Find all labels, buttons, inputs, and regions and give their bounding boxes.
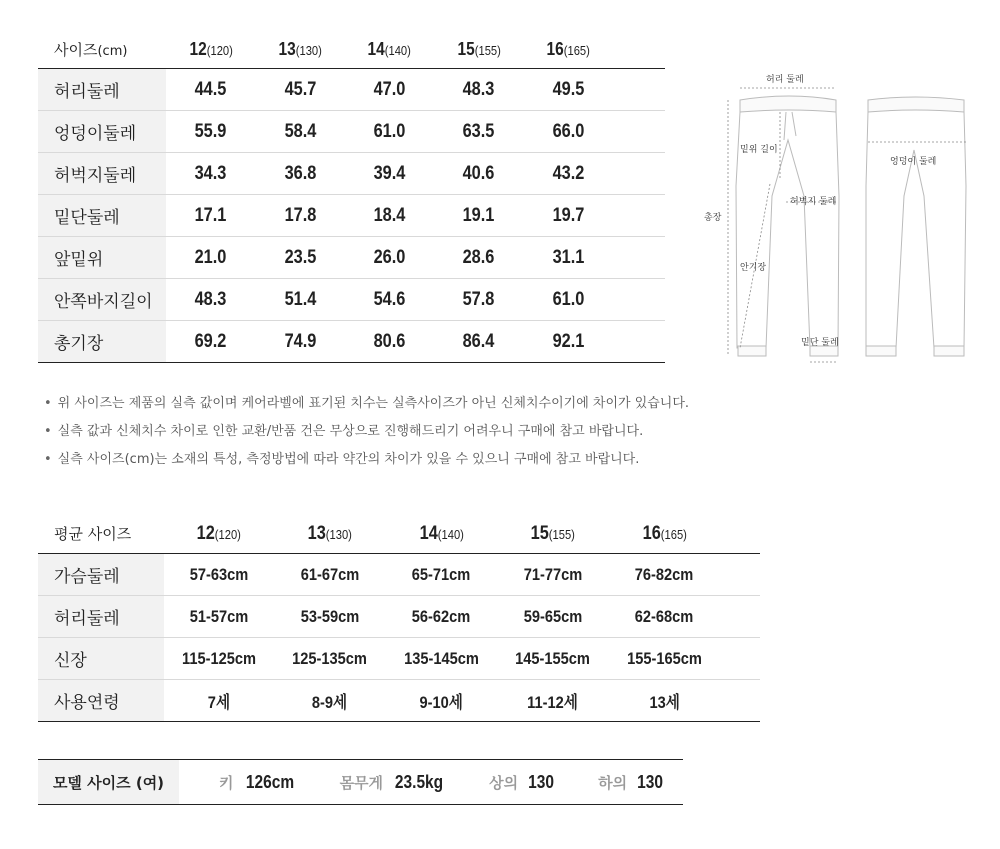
table-cell [166, 69, 255, 111]
row-label: 앞밑위 [38, 237, 166, 279]
diagram-label-hem: 밑단 둘레 [801, 338, 839, 348]
cell-value: 44.5 [194, 79, 227, 100]
cell-value: 34.3 [194, 163, 227, 184]
cell-value: 19.1 [462, 205, 495, 226]
cell-value: 47.0 [373, 79, 406, 100]
avg-col-14 [386, 513, 497, 554]
diagram-label-waist: 허리 둘레 [766, 75, 804, 85]
table-cell [434, 69, 523, 111]
cell-value: 65-71cm [412, 564, 471, 584]
model-bottom-value: 130 [637, 771, 664, 792]
cell-value: 57.8 [462, 289, 495, 310]
avg-col-height: (140) [437, 526, 464, 542]
table-row [38, 279, 665, 321]
cell-value: 86.4 [462, 331, 495, 352]
size-header-unit: (cm) [97, 43, 128, 59]
table-cell [720, 596, 760, 638]
cell-value: 66.0 [552, 121, 585, 142]
cell-value: 43.2 [552, 163, 585, 184]
pants-outline-svg [700, 66, 980, 366]
size-col-num: 15 [457, 38, 475, 59]
cell-value: 21.0 [194, 247, 227, 268]
avg-table-header [38, 513, 760, 554]
size-table [38, 30, 665, 363]
cell-value: 11-12세 [527, 693, 579, 712]
table-cell [164, 638, 274, 680]
cell-value: 13세 [649, 693, 680, 712]
avg-col-height: (130) [325, 526, 353, 542]
avg-col-12 [164, 513, 274, 554]
model-weight-value: 23.5kg [394, 771, 444, 792]
table-cell [386, 554, 497, 596]
note-item: • 위 사이즈는 제품의 실측 값이며 케어라벨에 표기된 치수는 실측사이즈가 아닌 신체치수이기에 차이가 있습니다. [44, 392, 689, 420]
table-cell [166, 237, 255, 279]
size-col-16 [524, 30, 613, 69]
row-label: 허리둘레 [38, 596, 164, 638]
table-cell [345, 111, 434, 153]
avg-col-num: 14 [419, 522, 438, 544]
size-col-height: (140) [385, 42, 412, 58]
avg-col-num: 15 [530, 522, 549, 544]
table-cell [166, 321, 255, 363]
table-row [38, 596, 760, 638]
model-top-key: 상의 [489, 773, 519, 792]
size-col-num: 12 [189, 38, 207, 59]
cell-value: 56-62cm [412, 606, 471, 626]
size-col-num: 16 [546, 38, 564, 59]
cell-value: 62-68cm [634, 606, 694, 626]
model-height-key: 키 [219, 773, 234, 792]
cell-value: 63.5 [462, 121, 495, 142]
measure-lines [728, 88, 966, 362]
table-cell [434, 195, 523, 237]
cell-value: 58.4 [284, 121, 316, 142]
table-cell [613, 111, 665, 153]
avg-col-spacer [720, 513, 760, 554]
cell-value: 36.8 [284, 163, 316, 184]
cell-value: 49.5 [552, 79, 585, 100]
table-cell [720, 554, 760, 596]
table-cell [345, 153, 434, 195]
table-cell [255, 237, 344, 279]
table-cell [386, 680, 497, 722]
size-col-num: 13 [278, 38, 296, 59]
cell-value: 145-155cm [515, 648, 591, 668]
cell-value: 26.0 [373, 247, 406, 268]
row-label: 총기장 [38, 321, 166, 363]
table-cell [524, 69, 613, 111]
model-height-value: 126cm [245, 771, 294, 792]
table-cell [255, 321, 344, 363]
cell-value: 23.5 [284, 247, 316, 268]
cell-value: 76-82cm [634, 564, 694, 584]
model-size-label: 모델 사이즈 (여) [38, 760, 179, 804]
size-header-label [38, 30, 166, 69]
table-cell [613, 237, 665, 279]
cell-value: 19.7 [552, 205, 585, 226]
size-col-12 [166, 30, 255, 69]
table-cell [613, 153, 665, 195]
table-row [38, 638, 760, 680]
table-cell [434, 111, 523, 153]
table-cell [434, 237, 523, 279]
table-cell [255, 69, 344, 111]
row-label: 밑단둘레 [38, 195, 166, 237]
table-cell [524, 111, 613, 153]
table-cell [255, 195, 344, 237]
table-cell [274, 554, 385, 596]
table-cell [274, 680, 385, 722]
table-row [38, 153, 665, 195]
avg-col-height: (120) [215, 526, 242, 542]
avg-col-height: (165) [660, 526, 687, 542]
note-item: • 실측 사이즈(cm)는 소재의 특성, 측정방법에 따라 약간의 차이가 있을 수 있으니 구매에 참고 바랍니다. [44, 448, 689, 476]
diagram-label-thigh: 허벅지 둘레 [790, 197, 837, 207]
cell-value: 55.9 [194, 121, 227, 142]
pants-measurement-diagram [700, 66, 980, 366]
cell-value: 48.3 [462, 79, 495, 100]
size-col-height: (130) [295, 42, 322, 58]
table-cell [524, 195, 613, 237]
table-cell [386, 596, 497, 638]
avg-header-label: 평균 사이즈 [38, 513, 164, 554]
cell-value: 17.1 [194, 205, 227, 226]
table-cell [609, 554, 720, 596]
cell-value: 31.1 [552, 247, 585, 268]
cell-value: 61.0 [373, 121, 406, 142]
table-cell [255, 111, 344, 153]
table-cell [720, 680, 760, 722]
table-row [38, 680, 760, 722]
table-cell [609, 638, 720, 680]
row-label: 안쪽바지길이 [38, 279, 166, 321]
cell-value: 48.3 [194, 289, 227, 310]
table-cell [497, 554, 608, 596]
size-col-height: (165) [563, 42, 590, 58]
model-top-value: 130 [528, 771, 555, 792]
cell-value: 54.6 [373, 289, 406, 310]
cell-value: 74.9 [284, 331, 316, 352]
table-cell [497, 638, 608, 680]
table-cell [524, 237, 613, 279]
row-label: 신장 [38, 638, 164, 680]
model-size-bar [38, 759, 683, 805]
cell-value: 59-65cm [523, 606, 583, 626]
model-weight-key: 몸무게 [339, 773, 384, 792]
diagram-label-total-length: 총장 [704, 213, 722, 223]
table-row [38, 321, 665, 363]
table-cell [166, 279, 255, 321]
cell-value: 69.2 [194, 331, 227, 352]
cell-value: 17.8 [284, 205, 316, 226]
table-row [38, 111, 665, 153]
size-table-header [38, 30, 665, 69]
diagram-label-rise: 밑위 길이 [740, 145, 778, 155]
cell-value: 61-67cm [300, 564, 360, 584]
cell-value: 45.7 [284, 79, 316, 100]
cell-value: 125-135cm [292, 648, 368, 668]
size-col-height: (120) [206, 42, 233, 58]
notes-list [44, 392, 689, 476]
row-label: 허리둘레 [38, 69, 166, 111]
cell-value: 61.0 [552, 289, 585, 310]
table-cell [274, 638, 385, 680]
cell-value: 53-59cm [300, 606, 360, 626]
table-row [38, 554, 760, 596]
table-cell [255, 279, 344, 321]
cell-value: 7세 [207, 693, 231, 712]
size-col-15 [434, 30, 523, 69]
size-col-num: 14 [367, 38, 386, 59]
row-label: 허벅지둘레 [38, 153, 166, 195]
table-cell [164, 680, 274, 722]
table-cell [434, 153, 523, 195]
row-label: 가슴둘레 [38, 554, 164, 596]
table-cell [613, 279, 665, 321]
table-cell [524, 279, 613, 321]
table-row [38, 237, 665, 279]
table-cell [164, 554, 274, 596]
table-cell [609, 680, 720, 722]
avg-col-num: 13 [307, 522, 326, 544]
table-cell [345, 279, 434, 321]
cell-value: 51.4 [284, 289, 316, 310]
table-cell [166, 195, 255, 237]
table-cell [164, 596, 274, 638]
table-cell [434, 279, 523, 321]
cell-value: 57-63cm [189, 564, 249, 584]
cell-value: 135-145cm [403, 648, 479, 668]
cell-value: 8-9세 [312, 693, 348, 712]
cell-value: 28.6 [462, 247, 495, 268]
note-item: • 실측 값과 신체치수 차이로 인한 교환/반품 건은 무상으로 진행해드리기 어려우니 구매에 참고 바랍니다. [44, 420, 689, 448]
table-cell [345, 237, 434, 279]
table-cell [345, 321, 434, 363]
table-cell [166, 153, 255, 195]
size-header-text: 사이즈 [54, 40, 98, 59]
table-cell [524, 321, 613, 363]
cell-value: 9-10세 [419, 693, 464, 712]
table-cell [720, 638, 760, 680]
size-col-13 [255, 30, 344, 69]
cell-value: 71-77cm [523, 564, 583, 584]
table-cell [434, 321, 523, 363]
avg-col-15 [497, 513, 608, 554]
table-cell [274, 596, 385, 638]
table-row [38, 195, 665, 237]
front-pants-icon [736, 96, 839, 356]
size-col-spacer [613, 30, 665, 69]
table-cell [524, 153, 613, 195]
avg-col-13 [274, 513, 385, 554]
diagram-label-hip: 엉덩이 둘레 [890, 157, 937, 167]
cell-value: 92.1 [552, 331, 585, 352]
table-cell [255, 153, 344, 195]
table-cell [345, 195, 434, 237]
cell-value: 155-165cm [626, 648, 702, 668]
size-col-height: (155) [474, 42, 501, 58]
table-cell [386, 638, 497, 680]
table-cell [345, 69, 434, 111]
avg-col-num: 16 [642, 522, 661, 544]
cell-value: 18.4 [373, 205, 406, 226]
table-cell [497, 680, 608, 722]
table-cell [497, 596, 608, 638]
average-size-table [38, 513, 760, 722]
row-label: 엉덩이둘레 [38, 111, 166, 153]
diagram-label-inseam: 안기장 [740, 263, 767, 273]
model-bottom-key: 하의 [598, 773, 628, 792]
table-cell [166, 111, 255, 153]
cell-value: 51-57cm [189, 606, 249, 626]
avg-col-height: (155) [548, 526, 575, 542]
size-col-14 [345, 30, 434, 69]
cell-value: 115-125cm [182, 648, 257, 668]
table-cell [613, 195, 665, 237]
row-label: 사용연령 [38, 680, 164, 722]
cell-value: 80.6 [373, 331, 406, 352]
avg-col-num: 12 [196, 522, 216, 544]
cell-value: 40.6 [462, 163, 495, 184]
cell-value: 39.4 [373, 163, 406, 184]
table-cell [613, 69, 665, 111]
table-cell [613, 321, 665, 363]
table-cell [609, 596, 720, 638]
table-row [38, 69, 665, 111]
back-pants-icon [866, 97, 966, 356]
avg-col-16 [609, 513, 720, 554]
